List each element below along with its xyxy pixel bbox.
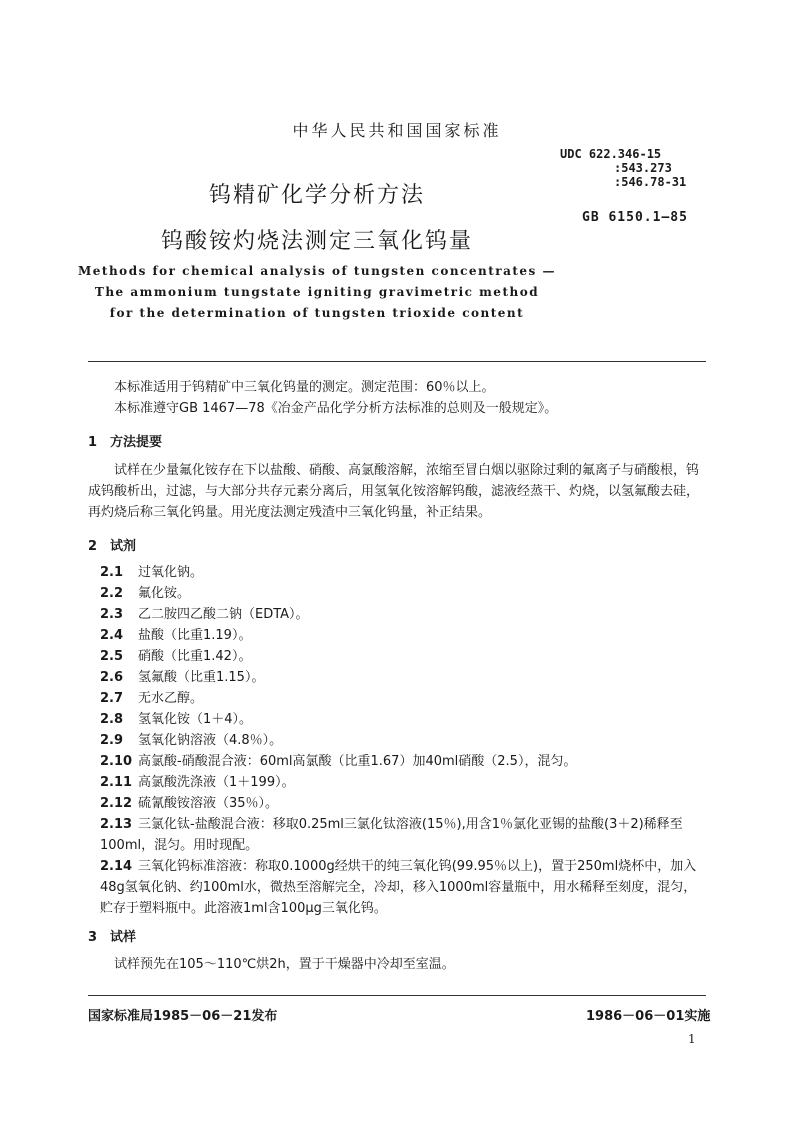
list-item: [100, 562, 706, 583]
udc-line: :546.78-31: [614, 175, 687, 189]
item-number: 2.6: [100, 670, 124, 685]
item-number: 2.5: [100, 649, 124, 664]
item-number: 2.13: [100, 817, 133, 832]
list-item: [100, 646, 706, 667]
list-item: [100, 793, 706, 814]
item-text: 高氯酸-硝酸混合液：60ml高氯酸（比重1.67）加40ml硝酸（2.5），混匀。: [138, 754, 577, 769]
item-number: 2.14: [100, 859, 133, 874]
item-number: 2.9: [100, 733, 124, 748]
intro-scope: 本标准适用于钨精矿中三氧化钨量的测定。测定范围：60％以上。: [114, 380, 495, 395]
section-number: 2: [88, 539, 98, 554]
item-text: 氟化铵。: [138, 586, 191, 601]
item-text: 盐酸（比重1.19）。: [138, 628, 252, 643]
section-heading: [88, 431, 162, 450]
issued-date: 国家标准局1985－06－21发布: [88, 1009, 278, 1024]
item-text: 氢氧化铵（1＋4）。: [138, 712, 253, 727]
section-number: 1: [88, 435, 98, 450]
list-item: [100, 604, 706, 625]
section-title: 方法提要: [110, 435, 163, 450]
item-text: 硝酸（比重1.42）。: [138, 649, 252, 664]
section-number: 3: [88, 930, 98, 945]
title-cn-line1: 钨精矿化学分析方法: [208, 183, 425, 208]
effective-date: 1986－06－01实施: [586, 1009, 711, 1024]
list-item: [100, 730, 706, 751]
section-heading: [88, 535, 136, 554]
title-en-line2: The ammonium tungstate igniting gravimetric method: [94, 285, 540, 299]
item-number: 2.3: [100, 607, 124, 622]
section-paragraph: 试样预先在105～110℃烘2h，置于干燥器中冷却至室温。: [114, 957, 455, 972]
header-divider: [88, 361, 706, 362]
item-text: 氢氧化钠溶液（4.8％）。: [138, 733, 283, 748]
list-item: [100, 814, 706, 856]
item-number: 2.4: [100, 628, 124, 643]
standard-org-header: 中华人民共和国国家标准: [292, 121, 502, 140]
section-heading: [88, 926, 136, 945]
list-item: [100, 856, 706, 919]
title-en-line3: for the determination of tungsten trioxide content: [109, 306, 525, 320]
item-text: 乙二胺四乙酸二钠（EDTA）。: [138, 607, 309, 622]
item-number: 2.12: [100, 796, 133, 811]
title-cn-line2: 钨酸铵灼烧法测定三氧化钨量: [160, 229, 473, 254]
udc-line: :543.273: [614, 161, 672, 175]
item-text: 无水乙醇。: [138, 691, 204, 706]
item-number: 2.10: [100, 754, 133, 769]
list-item: [100, 667, 706, 688]
item-text: 三氯化钛-盐酸混合液：移取0.25ml三氯化钛溶液(15％),用含1％氯化亚锡的盐酸(3＋2)稀释至100ml，混匀。用时现配。: [100, 817, 683, 853]
page-number: 1: [688, 1032, 696, 1046]
item-text: 三氧化钨标准溶液：称取0.1000g经烘干的纯三氧化钨(99.95％以上)，置于250ml烧杯中，加入48g氢氧化钠、约100ml水，微热至溶解完全，冷却，移入1000ml容量瓶中，用水稀释至刻度，混匀，贮存于塑料瓶中。此溶液1ml含100μg三氧化钨。: [100, 859, 697, 916]
list-item: [100, 583, 706, 604]
udc-line: UDC 622.346-15: [560, 147, 662, 161]
title-en-line1: Methods for chemical analysis of tungsten concentrates —: [78, 264, 556, 278]
item-number: 2.7: [100, 691, 124, 706]
list-item: [100, 625, 706, 646]
list-item: [100, 688, 706, 709]
intro-compliance: 本标准遵守GB 1467—78《冶金产品化学分析方法标准的总则及一般规定》。: [114, 401, 558, 416]
item-number: 2.8: [100, 712, 124, 727]
item-text: 高氯酸洗涤液（1＋199）。: [138, 775, 295, 790]
list-item: [100, 772, 706, 793]
item-text: 过氧化钠。: [138, 565, 204, 580]
item-text: 氢氟酸（比重1.15）。: [138, 670, 265, 685]
item-number: 2.1: [100, 565, 124, 580]
item-number: 2.2: [100, 586, 124, 601]
gb-standard-number: GB 6150.1—85: [582, 210, 688, 225]
section-title: 试剂: [110, 539, 137, 554]
list-item: [100, 709, 706, 730]
section-paragraph: 试样在少量氟化铵存在下以盐酸、硝酸、高氯酸溶解，浓缩至冒白烟以驱除过剩的氟离子与硝酸根，钨成钨酸析出，过滤，与大部分共存元素分离后，用氢氧化铵溶解钨酸，滤液经蒸干、灼烧，以氢氟酸去硅，再灼烧后称三氧化钨量。用光度法测定残渣中三氧化钨量，补正结果。: [88, 463, 700, 520]
item-number: 2.11: [100, 775, 133, 790]
section-title: 试样: [110, 930, 137, 945]
list-item: [100, 751, 706, 772]
item-text: 硫氰酸铵溶液（35％）。: [138, 796, 279, 811]
footer-divider: [88, 995, 706, 996]
